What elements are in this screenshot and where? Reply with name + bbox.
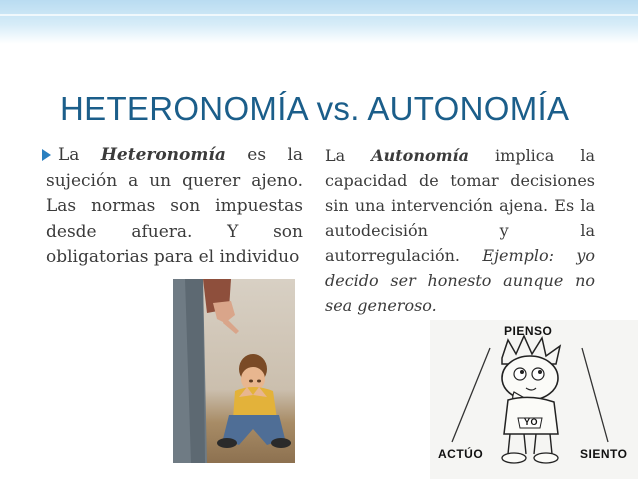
pienso-actuo-siento-drawing [430,320,638,479]
heteronomy-definition: es la sujeción a un querer ajeno. Las normas son impuestas desde afuera. Y son obligatorias para el individuo [46,145,304,267]
actuo-label: ACTÚO [438,447,484,461]
yo-shirt-label: YO [524,417,539,427]
header-band [0,0,638,44]
autonomy-intro: La [325,146,346,165]
heteronomy-paragraph [46,143,303,271]
bullet-icon [42,149,51,161]
autonomy-example: Ejemplo: yo decido ser honesto aunque no sea generoso. [325,246,595,315]
siento-label: SIENTO [580,447,628,461]
autonomy-paragraph [325,143,595,318]
autonomy-definition: implica la capacidad de tomar decisiones sin una intervención ajena. Es la autodecisión y la autorregulación. [325,146,595,265]
pienso-label: PIENSO [504,324,553,338]
child-scolded-illustration [173,279,295,463]
heteronomy-intro: La [58,145,80,165]
autonomy-term: Autonomía [371,146,469,165]
slide-title: HETERONOMÍA vs. AUTONOMÍA [60,90,570,127]
child-scolded-photo [173,279,295,463]
heteronomy-term: Heteronomía [100,145,226,165]
